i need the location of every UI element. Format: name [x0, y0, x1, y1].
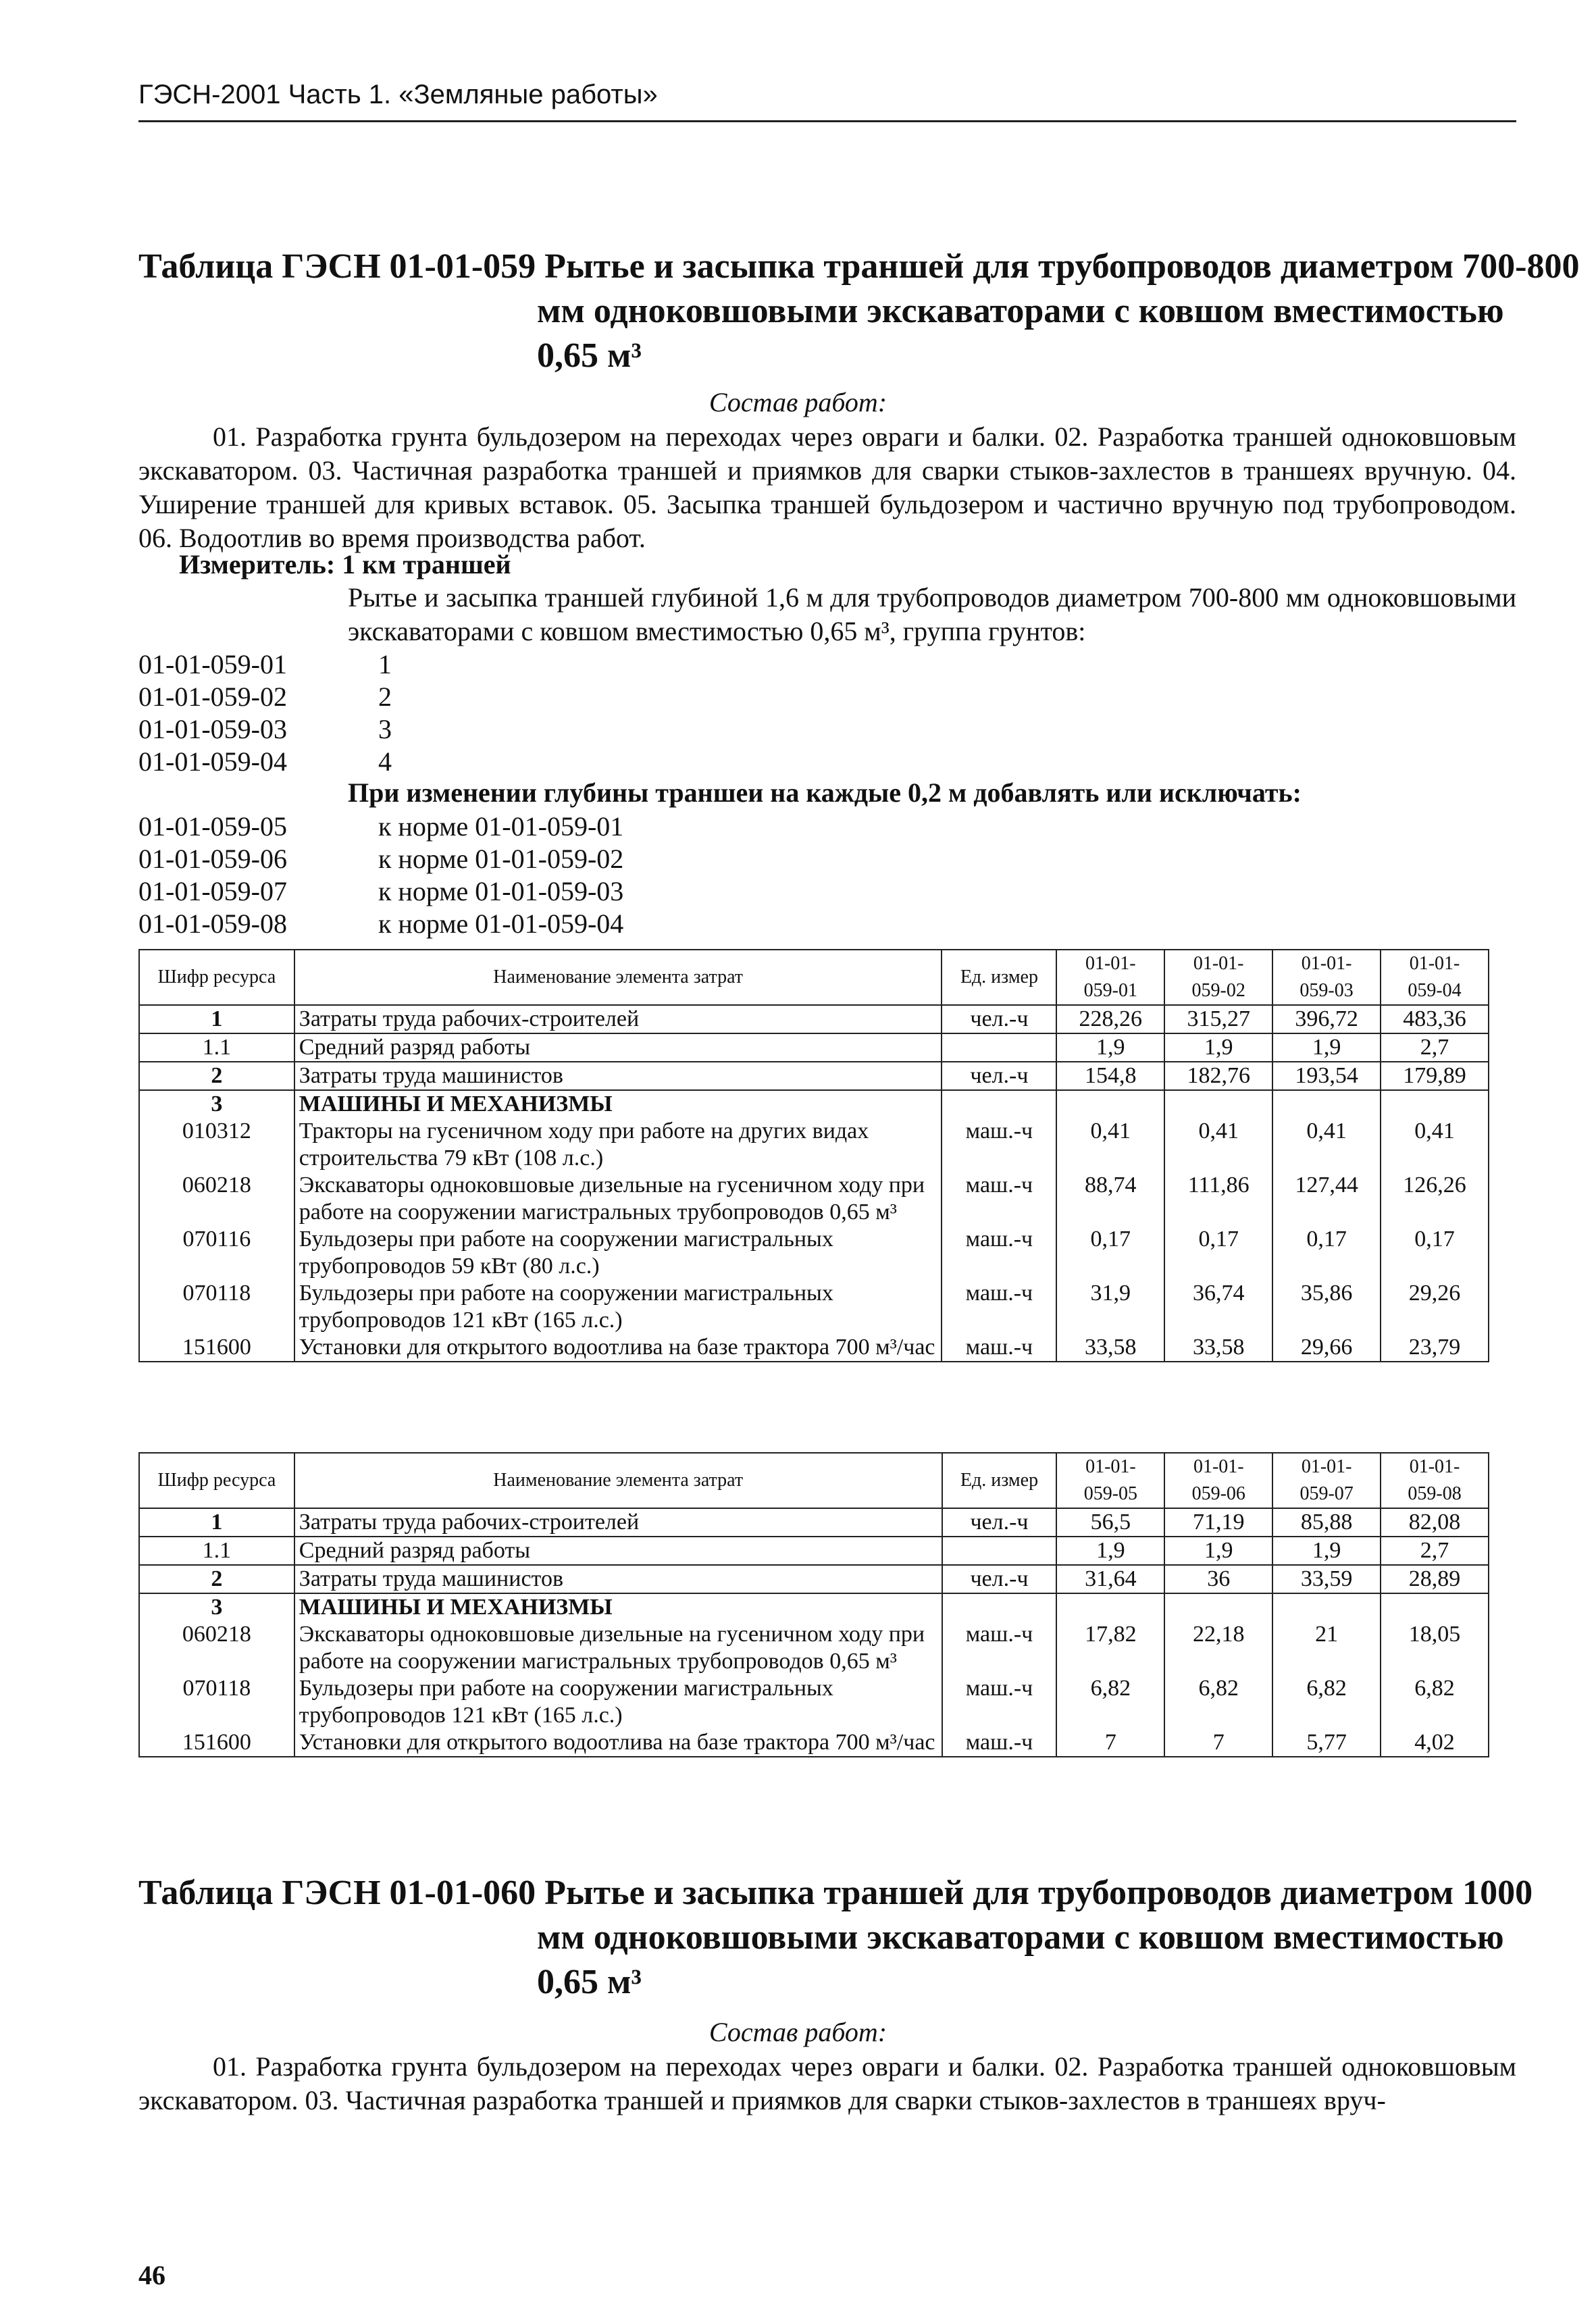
group-code: 01-01-059-03 — [138, 714, 287, 744]
column-header: Ед. измер — [942, 1453, 1057, 1508]
table-059-sostav-label: Состав работ: — [709, 387, 887, 417]
column-header: Шифр ресурса — [139, 1453, 294, 1508]
norm-value: 7 — [1056, 1729, 1164, 1757]
norm-value: 0,17 — [1164, 1226, 1272, 1280]
cost-element-name: Затраты труда рабочих-строителей — [294, 1005, 942, 1033]
cost-element-name: Экскаваторы одноковшовые дизельные на гусеничном ходу при работе на сооружении магистральных трубопроводов 0,65 м³ — [294, 1621, 942, 1675]
column-header: 01-01- 059-08 — [1381, 1453, 1489, 1508]
resource-table-1 — [138, 949, 1489, 1362]
table-060-title-line1: Таблица ГЭСН 01-01-060 Рытье и засыпка траншей для трубопроводов диаметром 1000 — [138, 1874, 1533, 1912]
norm-value: 35,86 — [1272, 1280, 1381, 1334]
table-row — [139, 1334, 1489, 1362]
norm-value: 1,9 — [1056, 1537, 1164, 1565]
norm-value: 31,9 — [1056, 1280, 1164, 1334]
norm-value: 36 — [1164, 1565, 1272, 1593]
resource-code: 070116 — [139, 1226, 294, 1280]
addon-code: 01-01-059-06 — [138, 844, 287, 874]
resource-code: 010312 — [139, 1118, 294, 1172]
norm-value: 2,7 — [1381, 1033, 1489, 1062]
norm-value: 7 — [1164, 1729, 1272, 1757]
cost-element-name: Затраты труда машинистов — [294, 1565, 942, 1593]
table-row — [139, 1593, 1489, 1621]
norm-value: 396,72 — [1272, 1005, 1381, 1033]
column-header: 01-01- 059-02 — [1164, 950, 1272, 1005]
norm-value: 1,9 — [1272, 1033, 1381, 1062]
cost-element-name: Средний разряд работы — [294, 1033, 942, 1062]
page-number: 46 — [138, 2260, 165, 2290]
cost-element-name: МАШИНЫ И МЕХАНИЗМЫ — [294, 1593, 942, 1621]
column-header: Ед. измер — [942, 950, 1056, 1005]
norm-value — [1164, 1593, 1272, 1621]
addon-code: 01-01-059-07 — [138, 876, 287, 906]
unit: чел.-ч — [942, 1005, 1056, 1033]
table-060-sostav-label: Состав работ: — [709, 2017, 887, 2047]
norm-value: 88,74 — [1056, 1172, 1164, 1226]
norm-value: 0,17 — [1056, 1226, 1164, 1280]
addon-value: к норме 01-01-059-02 — [378, 844, 624, 874]
running-head: ГЭСН-2001 Часть 1. «Земляные работы» — [138, 80, 658, 109]
column-header: Наименование элемента затрат — [294, 1453, 942, 1508]
unit: чел.-ч — [942, 1508, 1057, 1537]
column-header: 01-01- 059-04 — [1381, 950, 1489, 1005]
resource-code: 3 — [139, 1090, 294, 1118]
norm-value — [1272, 1090, 1381, 1118]
norm-value: 1,9 — [1164, 1537, 1272, 1565]
norm-value: 71,19 — [1164, 1508, 1272, 1537]
cost-element-name: Бульдозеры при работе на сооружении магистральных трубопроводов 121 кВт (165 л.с.) — [294, 1675, 942, 1729]
table-059-title-line1: Таблица ГЭСН 01-01-059 Рытье и засыпка траншей для трубопроводов диаметром 700-800 — [138, 247, 1580, 286]
norm-value: 6,82 — [1164, 1675, 1272, 1729]
norm-value — [1056, 1090, 1164, 1118]
norm-value: 21 — [1272, 1621, 1381, 1675]
unit: маш.-ч — [942, 1729, 1057, 1757]
group-value: 4 — [378, 746, 392, 777]
norm-value: 1,9 — [1164, 1033, 1272, 1062]
unit: чел.-ч — [942, 1565, 1057, 1593]
unit: маш.-ч — [942, 1172, 1056, 1226]
table-059-description: Рытье и засыпка траншей глубиной 1,6 м для трубопроводов диаметром 700-800 мм одноковшовыми экскаваторами с ковшом вместимостью 0,65 м³, группа грунтов: — [348, 582, 1516, 646]
norm-value: 193,54 — [1272, 1062, 1381, 1090]
norm-value: 22,18 — [1164, 1621, 1272, 1675]
resource-table-2 — [138, 1452, 1489, 1757]
norm-value: 18,05 — [1381, 1621, 1489, 1675]
norm-value: 6,82 — [1272, 1675, 1381, 1729]
norm-value: 126,26 — [1381, 1172, 1489, 1226]
norm-value — [1164, 1090, 1272, 1118]
norm-value: 483,36 — [1381, 1005, 1489, 1033]
header-rule — [138, 120, 1516, 122]
table-row — [139, 1005, 1489, 1033]
cost-element-name: Затраты труда машинистов — [294, 1062, 942, 1090]
resource-code: 1.1 — [139, 1537, 294, 1565]
norm-value: 0,41 — [1056, 1118, 1164, 1172]
unit: маш.-ч — [942, 1226, 1056, 1280]
group-code: 01-01-059-04 — [138, 746, 287, 777]
resource-code: 060218 — [139, 1621, 294, 1675]
column-header: Наименование элемента затрат — [294, 950, 942, 1005]
table-060-title — [138, 1871, 1533, 2005]
norm-value: 29,66 — [1272, 1334, 1381, 1362]
norm-value: 1,9 — [1056, 1033, 1164, 1062]
group-code: 01-01-059-02 — [138, 682, 287, 712]
unit — [942, 1033, 1056, 1062]
norm-value — [1272, 1593, 1381, 1621]
norm-value: 33,58 — [1164, 1334, 1272, 1362]
cost-element-name: Бульдозеры при работе на сооружении магистральных трубопроводов 59 кВт (80 л.с.) — [294, 1226, 942, 1280]
addon-code: 01-01-059-05 — [138, 811, 287, 842]
addon-code: 01-01-059-08 — [138, 908, 287, 939]
norm-value: 182,76 — [1164, 1062, 1272, 1090]
unit: чел.-ч — [942, 1062, 1056, 1090]
norm-value: 315,27 — [1164, 1005, 1272, 1033]
table-059-title-line3: 0,65 м³ — [537, 336, 642, 375]
resource-code: 070118 — [139, 1675, 294, 1729]
unit: маш.-ч — [942, 1118, 1056, 1172]
resource-code: 070118 — [139, 1280, 294, 1334]
unit: маш.-ч — [942, 1334, 1056, 1362]
norm-value: 111,86 — [1164, 1172, 1272, 1226]
table-row — [139, 1090, 1489, 1118]
norm-value: 154,8 — [1056, 1062, 1164, 1090]
norm-value: 179,89 — [1381, 1062, 1489, 1090]
table-060-title-line2: мм одноковшовыми экскаваторами с ковшом вместимостью — [537, 1918, 1504, 1957]
norm-value: 29,26 — [1381, 1280, 1489, 1334]
table-059-sostav-text: 01. Разработка грунта бульдозером на переходах через овраги и балки. 02. Разработка траншей одноковшовым экскаватором. 03. Частичная разработка траншей и приямков для сварки стыков-захлестов в траншеях вручную. 04. Уширение траншей для кривых вставок. 05. Засыпка траншей бульдозером и частично вручную под трубопроводом. 06. Водоотлив во время производства работ. — [138, 421, 1516, 553]
group-value: 1 — [378, 649, 392, 679]
group-value: 3 — [378, 714, 392, 744]
table-row — [139, 1062, 1489, 1090]
cost-element-name: Затраты труда рабочих-строителей — [294, 1508, 942, 1537]
norm-value: 0,41 — [1381, 1118, 1489, 1172]
norm-value: 228,26 — [1056, 1005, 1164, 1033]
table-row — [139, 1621, 1489, 1675]
cost-element-name: Средний разряд работы — [294, 1537, 942, 1565]
norm-value: 1,9 — [1272, 1537, 1381, 1565]
column-header: Шифр ресурса — [139, 950, 294, 1005]
resource-code: 1 — [139, 1005, 294, 1033]
cost-element-name: МАШИНЫ И МЕХАНИЗМЫ — [294, 1090, 942, 1118]
table-row — [139, 1280, 1489, 1334]
norm-value: 23,79 — [1381, 1334, 1489, 1362]
norm-value: 28,89 — [1381, 1565, 1489, 1593]
norm-value — [1056, 1593, 1164, 1621]
column-header: 01-01- 059-03 — [1272, 950, 1381, 1005]
cost-element-name: Экскаваторы одноковшовые дизельные на гусеничном ходу при работе на сооружении магистральных трубопроводов 0,65 м³ — [294, 1172, 942, 1226]
addon-value: к норме 01-01-059-04 — [378, 908, 624, 939]
addon-value: к норме 01-01-059-03 — [378, 876, 624, 906]
resource-code: 1.1 — [139, 1033, 294, 1062]
group-code: 01-01-059-01 — [138, 649, 287, 679]
resource-code: 151600 — [139, 1729, 294, 1757]
norm-value: 31,64 — [1056, 1565, 1164, 1593]
table-row — [139, 1508, 1489, 1537]
table-060-title-line3: 0,65 м³ — [537, 1963, 642, 2001]
table-row — [139, 1226, 1489, 1280]
norm-value: 0,17 — [1381, 1226, 1489, 1280]
norm-value: 0,41 — [1164, 1118, 1272, 1172]
resource-code: 151600 — [139, 1334, 294, 1362]
table-060-sostav-text: 01. Разработка грунта бульдозером на переходах через овраги и балки. 02. Разработка траншей одноковшовым экскаватором. 03. Частичная разработка траншей и приямков для сварки стыков-захлестов в траншеях вруч- — [138, 2051, 1516, 2115]
unit — [942, 1537, 1057, 1565]
cost-element-name: Установки для открытого водоотлива на базе трактора 700 м³/час — [294, 1729, 942, 1757]
table-row — [139, 1537, 1489, 1565]
norm-value — [1381, 1090, 1489, 1118]
norm-value — [1381, 1593, 1489, 1621]
column-header: 01-01- 059-07 — [1272, 1453, 1381, 1508]
table-row — [139, 1033, 1489, 1062]
column-header: 01-01- 059-01 — [1056, 950, 1164, 1005]
unit: маш.-ч — [942, 1621, 1057, 1675]
table-row — [139, 1729, 1489, 1757]
norm-value: 0,41 — [1272, 1118, 1381, 1172]
norm-value: 36,74 — [1164, 1280, 1272, 1334]
resource-code: 2 — [139, 1062, 294, 1090]
resource-code: 060218 — [139, 1172, 294, 1226]
unit: маш.-ч — [942, 1280, 1056, 1334]
resource-code: 1 — [139, 1508, 294, 1537]
table-row — [139, 1118, 1489, 1172]
table-row — [139, 1172, 1489, 1226]
cost-element-name: Тракторы на гусеничном ходу при работе на других видах строительства 79 кВт (108 л.с.) — [294, 1118, 942, 1172]
column-header: 01-01- 059-05 — [1056, 1453, 1164, 1508]
table-059-title — [138, 245, 1580, 378]
norm-value: 0,17 — [1272, 1226, 1381, 1280]
norm-value: 33,59 — [1272, 1565, 1381, 1593]
column-header: 01-01- 059-06 — [1164, 1453, 1272, 1508]
table-059-title-line2: мм одноковшовыми экскаваторами с ковшом вместимостью — [537, 292, 1504, 330]
unit: маш.-ч — [942, 1675, 1057, 1729]
norm-value: 17,82 — [1056, 1621, 1164, 1675]
table-row — [139, 1565, 1489, 1593]
norm-value: 56,5 — [1056, 1508, 1164, 1537]
unit — [942, 1090, 1056, 1118]
norm-value: 2,7 — [1381, 1537, 1489, 1565]
unit — [942, 1593, 1057, 1621]
norm-value: 6,82 — [1056, 1675, 1164, 1729]
cost-element-name: Бульдозеры при работе на сооружении магистральных трубопроводов 121 кВт (165 л.с.) — [294, 1280, 942, 1334]
resource-code: 3 — [139, 1593, 294, 1621]
group-value: 2 — [378, 682, 392, 712]
addon-value: к норме 01-01-059-01 — [378, 811, 624, 842]
norm-value: 33,58 — [1056, 1334, 1164, 1362]
norm-value: 4,02 — [1381, 1729, 1489, 1757]
table-059-measure: Измеритель: 1 км траншей — [179, 549, 511, 580]
depth-note: При изменении глубины траншеи на каждые 0,2 м добавлять или исключать: — [348, 777, 1302, 808]
norm-value: 6,82 — [1381, 1675, 1489, 1729]
norm-value: 85,88 — [1272, 1508, 1381, 1537]
resource-code: 2 — [139, 1565, 294, 1593]
cost-element-name: Установки для открытого водоотлива на базе трактора 700 м³/час — [294, 1334, 942, 1362]
norm-value: 5,77 — [1272, 1729, 1381, 1757]
norm-value: 127,44 — [1272, 1172, 1381, 1226]
norm-value: 82,08 — [1381, 1508, 1489, 1537]
table-row — [139, 1675, 1489, 1729]
